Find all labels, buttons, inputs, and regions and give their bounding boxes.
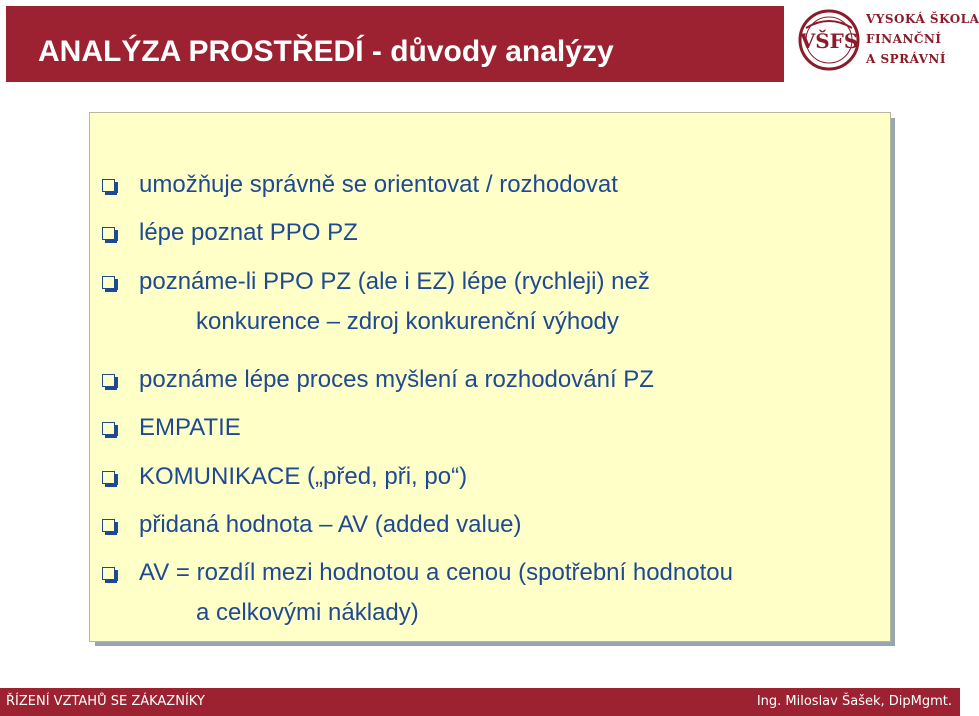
bullet-text: lépe poznat PPO PZ	[139, 219, 358, 246]
school-logo	[790, 0, 979, 80]
logo-line-2: FINANČNÍ	[866, 32, 942, 46]
bullet-continuation-text: konkurence – zdroj konkurenční výhody	[196, 308, 619, 335]
bullet-checkbox-icon	[102, 276, 115, 289]
bullet-text: AV = rozdíl mezi hodnotou a cenou (spotřební hodnotou	[139, 559, 733, 586]
logo-line-3: A SPRÁVNÍ	[866, 52, 946, 66]
bullet-text: poznáme-li PPO PZ (ale i EZ) lépe (rychleji) než	[139, 268, 650, 295]
bullet-text: umožňuje správně se orientovat / rozhodovat	[139, 171, 618, 198]
logo-line-1: VYSOKÁ ŠKOLA	[866, 12, 979, 26]
bullet-continuation-text: a celkovými náklady)	[196, 599, 419, 626]
bullet-checkbox-icon	[102, 374, 115, 387]
bullet-checkbox-icon	[102, 179, 115, 192]
footer-author: Ing. Miloslav Šašek, DipMgmt.	[756, 694, 952, 709]
footer-course-title: ŘÍZENÍ VZTAHŮ SE ZÁKAZNÍKY	[6, 694, 205, 709]
bullet-checkbox-icon	[102, 567, 115, 580]
footer-bar	[0, 688, 960, 716]
svg-text:VŠFS: VŠFS	[799, 29, 859, 53]
bullet-text: poznáme lépe proces myšlení a rozhodování PZ	[139, 366, 654, 393]
bullet-text: EMPATIE	[139, 414, 241, 441]
slide-title: ANALÝZA PROSTŘEDÍ - důvody analýzy	[38, 35, 614, 68]
bullet-text: přidaná hodnota – AV (added value)	[139, 511, 522, 538]
vsfs-emblem-icon	[796, 6, 862, 74]
bullet-checkbox-icon	[102, 519, 115, 532]
bullet-text: KOMUNIKACE („před, při, po“)	[139, 463, 468, 490]
bullet-checkbox-icon	[102, 227, 115, 240]
bullet-checkbox-icon	[102, 471, 115, 484]
bullet-checkbox-icon	[102, 422, 115, 435]
title-bar	[6, 6, 784, 82]
content-panel	[89, 112, 891, 642]
